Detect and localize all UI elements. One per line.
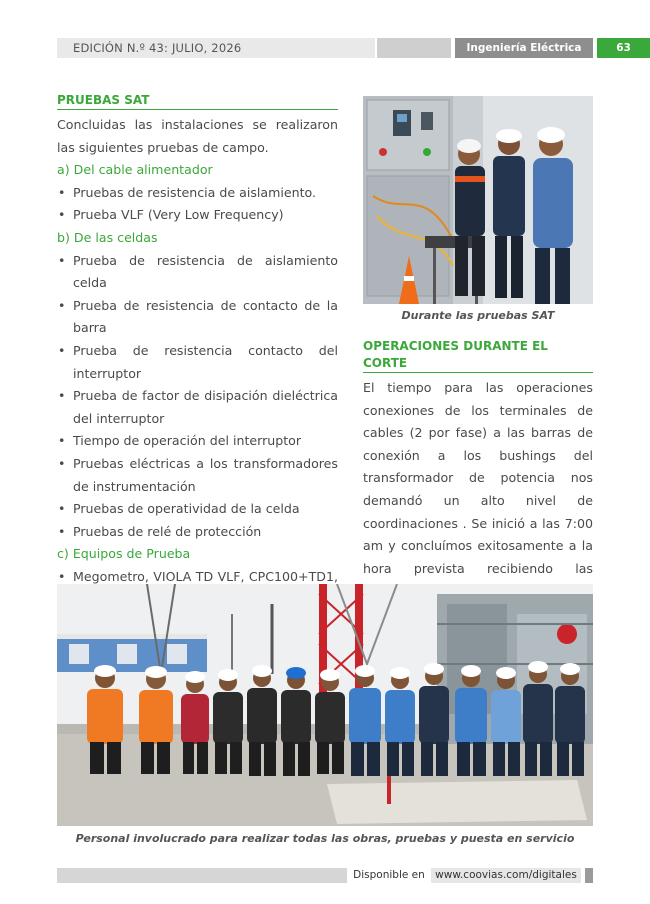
bullet-list bbox=[57, 182, 338, 227]
list-item: • Pruebas de resistencia de aislamiento. bbox=[57, 182, 338, 205]
group-heading: b) De las celdas bbox=[57, 229, 158, 245]
list-item: • Tiempo de operación del interruptor bbox=[57, 430, 338, 453]
page-number: 63 bbox=[597, 38, 650, 58]
list-item: • Prueba de resistencia contacto del interruptor bbox=[57, 340, 338, 385]
left-column bbox=[57, 92, 338, 611]
footer-end-block bbox=[585, 868, 593, 883]
list-item: • Megometro, VIOLA TD VLF, CPC100+TD1, bbox=[57, 566, 338, 611]
page-footer bbox=[57, 868, 593, 883]
footer-url-link[interactable]: www.coovias.com/digitales bbox=[431, 868, 581, 883]
people-row bbox=[87, 661, 585, 776]
footer-available-label: Disponible en bbox=[353, 869, 425, 881]
list-item: • Prueba de resistencia de contacto de la barra bbox=[57, 295, 338, 340]
photo-caption-sat: Durante las pruebas SAT bbox=[401, 309, 555, 322]
intro-paragraph: Concluidas las instalaciones se realizaron las siguientes pruebas de campo. bbox=[57, 117, 338, 155]
section-title-pruebas-sat: PRUEBAS SAT bbox=[57, 92, 338, 110]
right-column bbox=[363, 338, 593, 626]
photo-caption-group: Personal involucrado para realizar todas las obras, pruebas y puesta en servicio bbox=[75, 832, 575, 845]
operaciones-paragraph: El tiempo para las operaciones conexiones de los terminales de cables (2 por fase) a las barras de conexión a los bushings del transformador de potencia nos demandó un alto nivel de coordinaciones . Se inició a las 7:00 am y concluímos exitosamente a la hora prevista recibiendo las bbox=[363, 380, 593, 576]
page-header bbox=[57, 38, 631, 58]
section-title-operaciones: OPERACIONES DURANTE EL CORTE bbox=[363, 338, 593, 373]
list-item: • Prueba de resistencia de aislamiento celda bbox=[57, 250, 338, 295]
list-item: • Pruebas eléctricas a los transformadores de instrumentación bbox=[57, 453, 338, 498]
photo-group-staff bbox=[57, 584, 593, 826]
list-item: • Prueba VLF (Very Low Frequency) bbox=[57, 204, 338, 227]
photo-group-staff-illustration bbox=[57, 584, 593, 826]
list-item: • Prueba de factor de disipación dieléctrica del interruptor bbox=[57, 385, 338, 430]
list-item: • Pruebas de relé de protección bbox=[57, 521, 338, 544]
photo-sat-testing-illustration bbox=[363, 96, 593, 304]
photo-sat-testing bbox=[363, 96, 593, 304]
group-heading: a) Del cable alimentador bbox=[57, 162, 213, 178]
group-heading: c) Equipos de Prueba bbox=[57, 546, 191, 562]
edition-label: EDICIÓN N.º 43: JULIO, 2026 bbox=[57, 38, 375, 58]
footer-bar bbox=[57, 868, 347, 883]
list-item: • Pruebas de operatividad de la celda bbox=[57, 498, 338, 521]
bullet-list bbox=[57, 250, 338, 544]
section-label: Ingeniería Eléctrica bbox=[455, 38, 593, 58]
header-spacer bbox=[377, 38, 451, 58]
